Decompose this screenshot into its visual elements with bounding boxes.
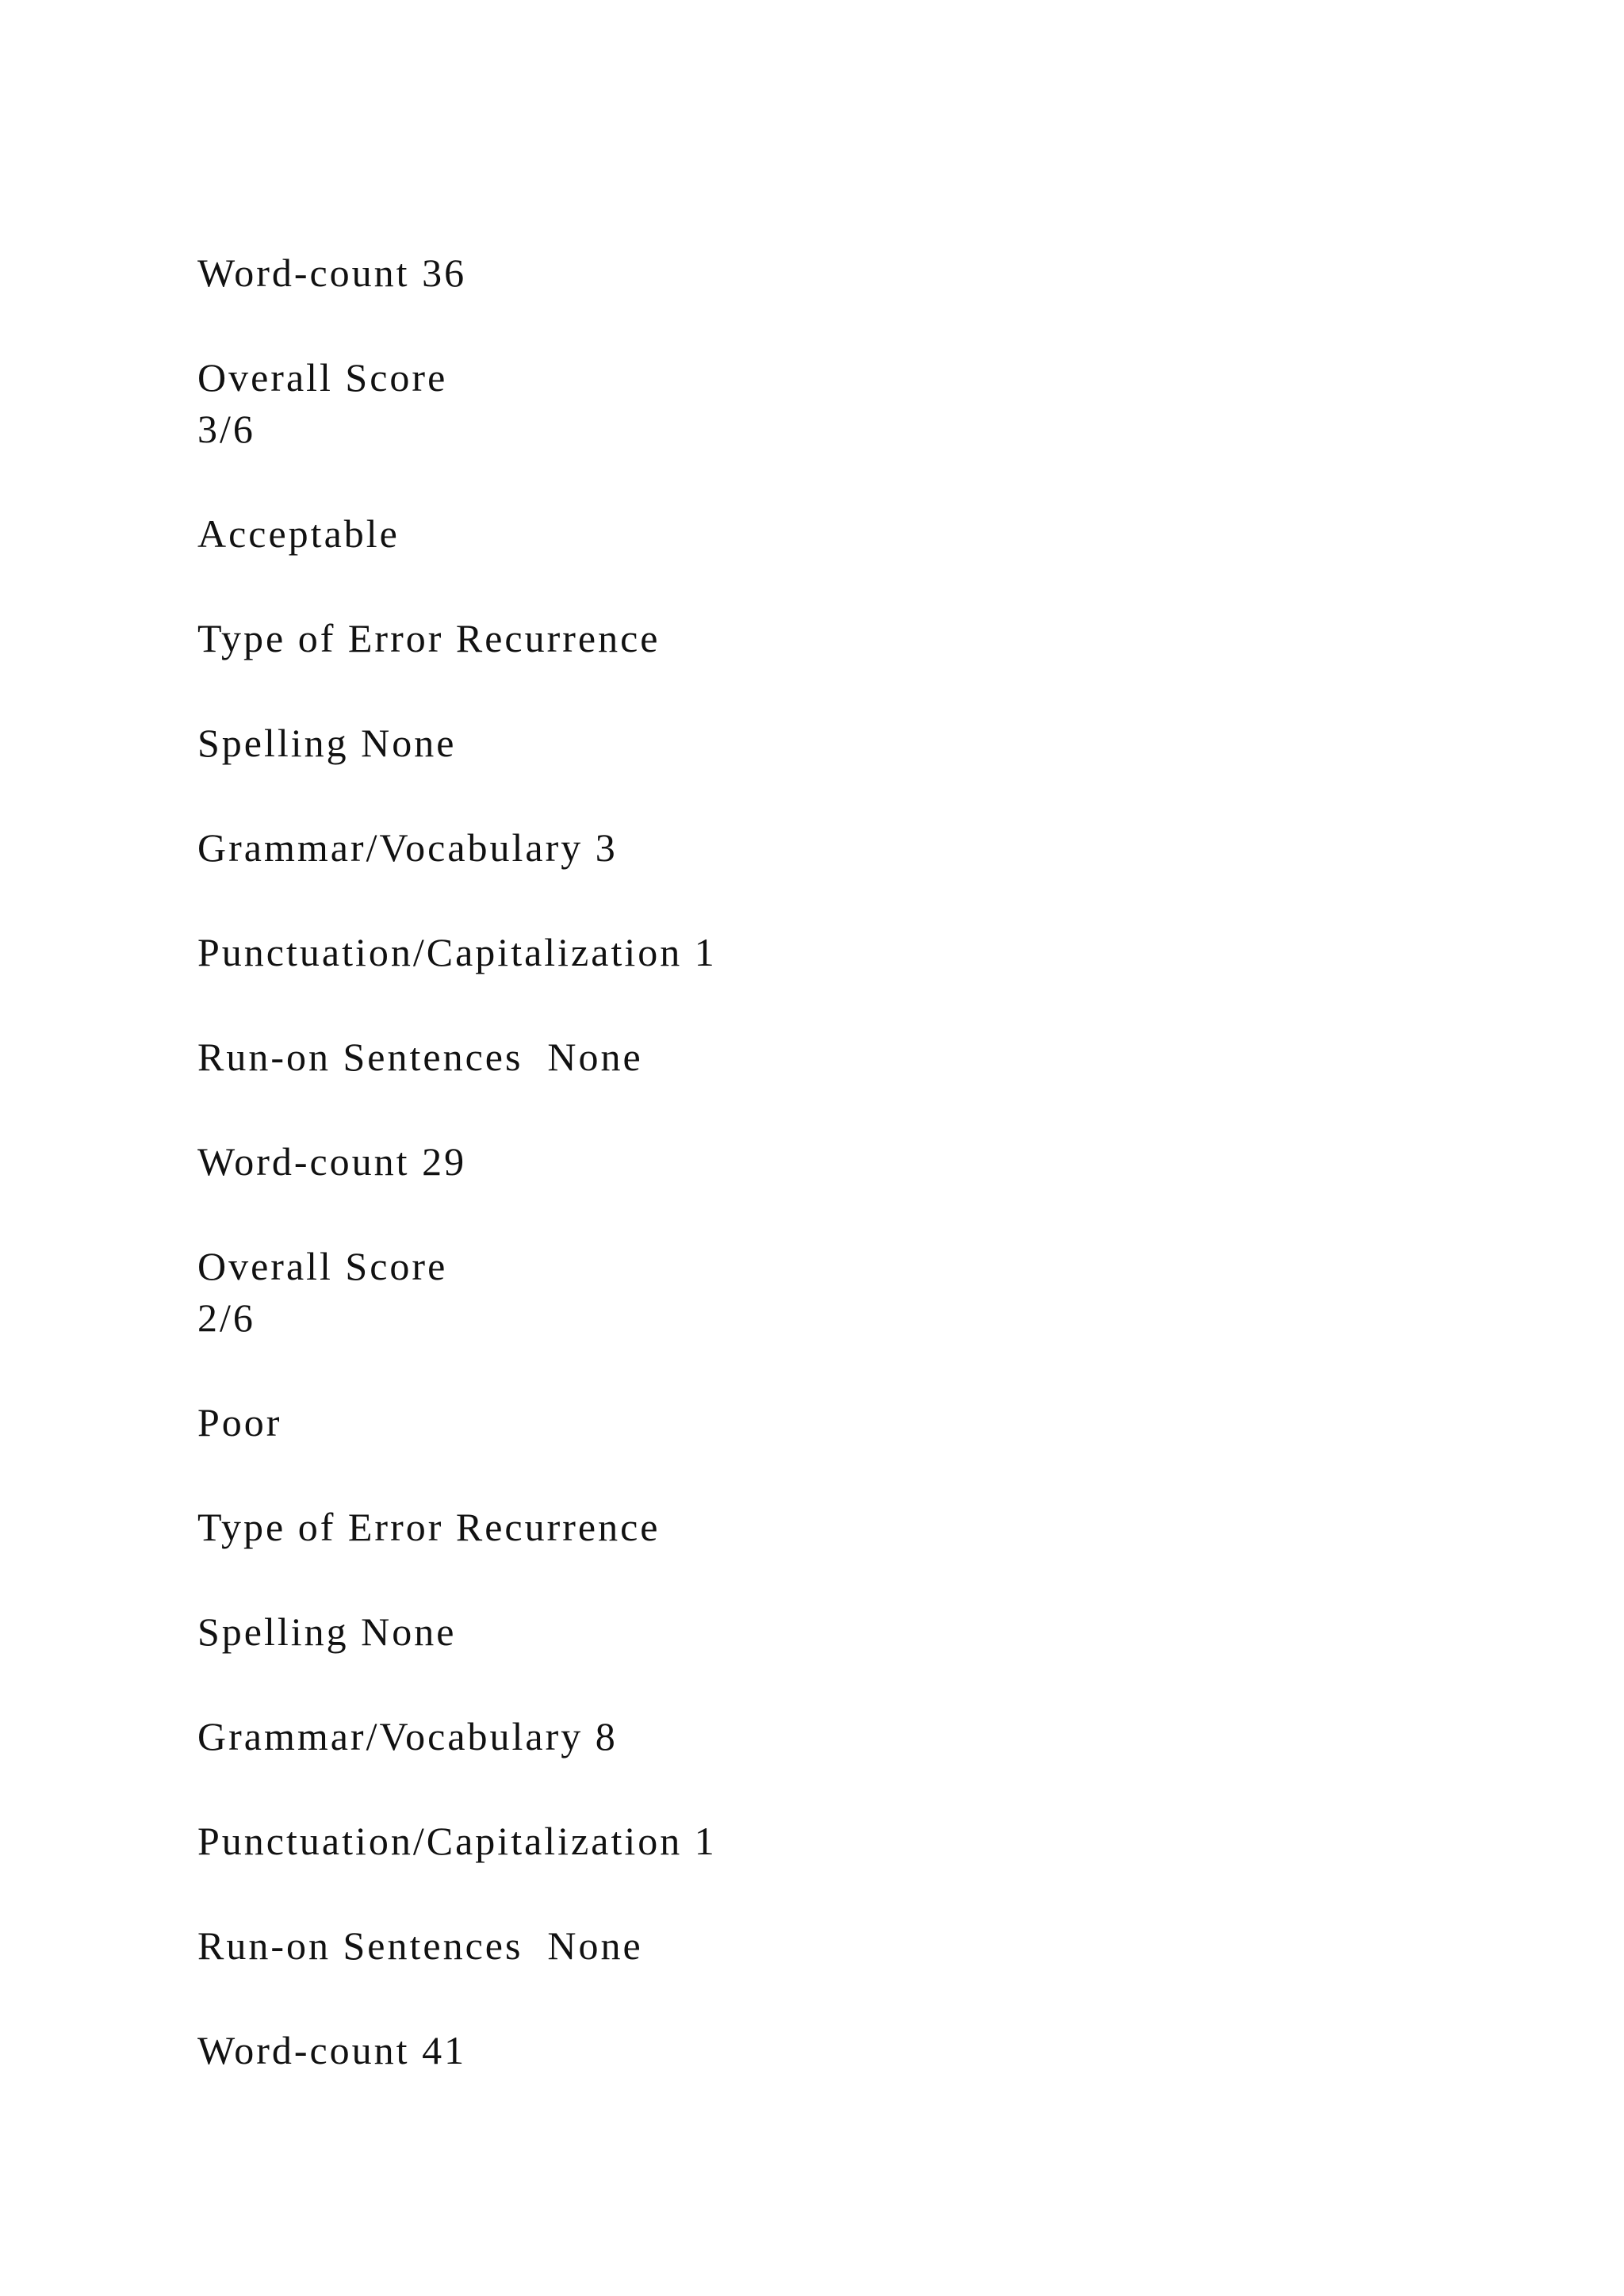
text-line: 3/6: [197, 407, 255, 451]
text-line: Overall Score: [197, 1244, 448, 1288]
text-line: Word-count 36: [197, 251, 467, 295]
text-line: Word-count 29: [197, 1139, 467, 1184]
text-line: Grammar/Vocabulary 8: [197, 1714, 618, 1758]
text-line: Type of Error Recurrence: [197, 1505, 661, 1549]
text-line: Spelling None: [197, 1609, 457, 1654]
text-line: 2/6: [197, 1295, 255, 1340]
text-line: Acceptable: [197, 511, 400, 556]
text-line: Word-count 41: [197, 2028, 467, 2072]
text-line: Punctuation/Capitalization 1: [197, 930, 717, 974]
text-line: Run-on Sentences None: [197, 1923, 643, 1968]
text-line: Grammar/Vocabulary 3: [197, 825, 618, 870]
text-line: Overall Score: [197, 355, 448, 400]
text-line: Spelling None: [197, 721, 457, 765]
text-line: Type of Error Recurrence: [197, 616, 661, 660]
text-line: Poor: [197, 1400, 282, 1445]
text-line: Punctuation/Capitalization 1: [197, 1819, 717, 1863]
text-line: Run-on Sentences None: [197, 1035, 643, 1079]
